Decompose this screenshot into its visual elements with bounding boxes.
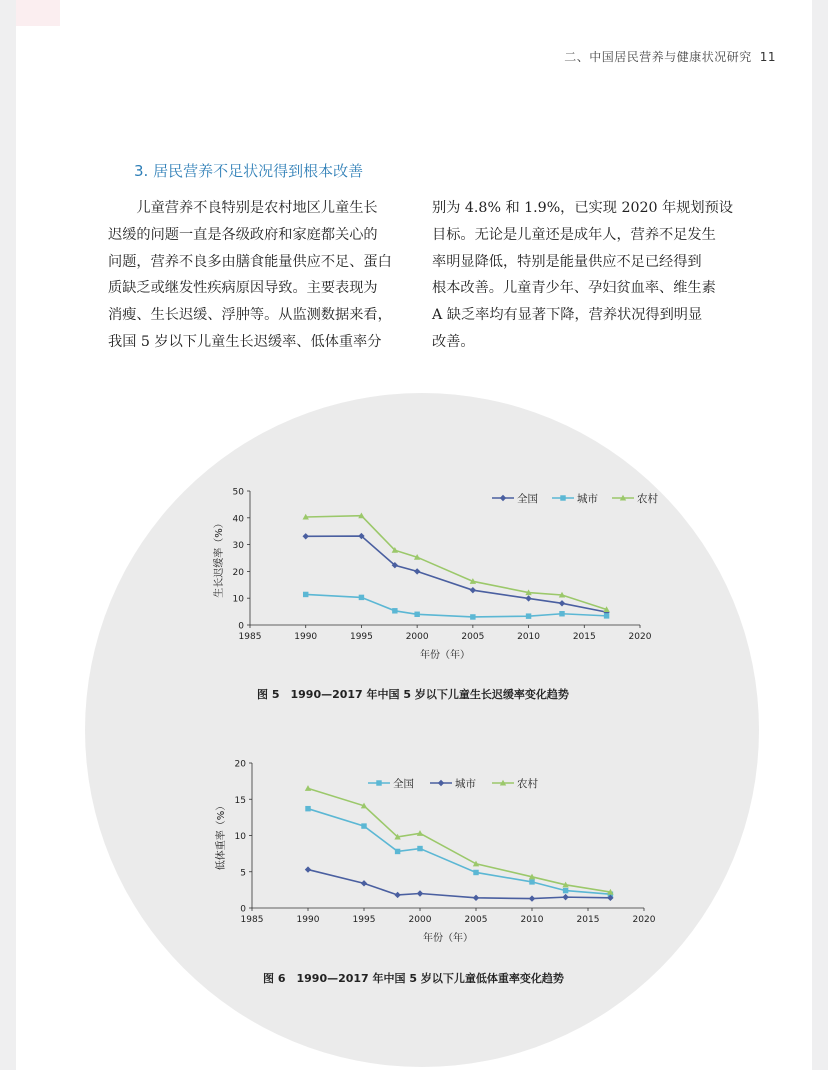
y-tick-label: 10 [232, 594, 244, 605]
data-point [305, 785, 311, 791]
data-point [359, 595, 364, 600]
y-tick-label: 40 [232, 514, 244, 525]
data-point [563, 888, 568, 893]
x-tick-label: 2000 [408, 915, 432, 925]
x-tick-label: 1995 [349, 632, 373, 642]
corner-mark [16, 0, 60, 26]
x-tick-label: 2020 [632, 915, 656, 925]
body-text-line: A 缺乏率均有显著下降，营养状况得到明显 [432, 307, 703, 324]
data-point [438, 780, 444, 786]
data-point [560, 495, 565, 500]
data-point [526, 613, 531, 618]
y-tick-label: 15 [234, 795, 246, 806]
x-tick-label: 2015 [576, 915, 600, 925]
data-point [470, 587, 476, 593]
data-point [395, 849, 400, 854]
body-text-line: 消瘦、生长迟缓、浮肿等。从监测数据来看， [108, 307, 392, 324]
data-point [305, 866, 311, 872]
chart-underweight-rate [186, 752, 666, 952]
legend-label: 全国 [517, 493, 538, 505]
legend-label: 全国 [393, 778, 414, 790]
x-tick-label: 1990 [296, 915, 320, 925]
x-axis-title: 年份（年） [420, 650, 470, 661]
body-text-line: 根本改善。儿童青少年、孕妇贫血率、维生素 [432, 280, 716, 297]
data-point [303, 592, 308, 597]
data-point [559, 600, 565, 606]
legend-label: 城市 [455, 778, 476, 790]
data-point [361, 880, 367, 886]
data-point [500, 495, 506, 501]
x-tick-label: 2005 [461, 632, 485, 642]
data-point [394, 892, 400, 898]
body-column-right [432, 195, 736, 356]
data-point [473, 895, 479, 901]
data-point [303, 533, 309, 539]
body-text-line: 儿童营养不良特别是农村地区儿童生长 [136, 200, 378, 216]
figure-5-caption: 图 5 1990—2017 年中国 5 岁以下儿童生长迟缓率变化趋势 [257, 688, 569, 701]
running-header [564, 48, 776, 65]
data-point [417, 890, 423, 896]
y-tick-label: 10 [234, 832, 246, 842]
data-point [473, 870, 478, 875]
section-heading: 3. 居民营养不足状况得到根本改善 [134, 162, 364, 180]
y-tick-label: 0 [238, 621, 244, 632]
data-point [529, 879, 534, 884]
data-point [604, 613, 609, 618]
legend-label: 农村 [517, 778, 538, 790]
body-column-left [108, 195, 413, 356]
y-tick-label: 20 [232, 567, 244, 578]
y-tick-label: 5 [240, 868, 246, 879]
x-tick-label: 2020 [628, 632, 652, 642]
series-2 [305, 866, 614, 901]
body-text-line: 问题，营养不良多由膳食能量供应不足、蛋白 [108, 253, 392, 270]
series-3 [305, 785, 614, 894]
x-tick-label: 1995 [352, 915, 376, 925]
data-point [414, 568, 420, 574]
x-tick-label: 2000 [405, 632, 429, 642]
y-tick-label: 20 [234, 759, 246, 770]
series-line [308, 788, 610, 892]
x-axis-title: 年份（年） [423, 933, 473, 944]
data-point [529, 895, 535, 901]
y-tick-label: 50 [232, 487, 244, 498]
page-number: 11 [759, 50, 776, 64]
x-tick-label: 2015 [572, 632, 596, 642]
x-tick-label: 1990 [294, 632, 318, 642]
legend-item [492, 777, 538, 790]
legend-label: 城市 [577, 493, 598, 505]
legend-label: 农村 [637, 493, 658, 505]
y-tick-label: 30 [232, 541, 244, 552]
y-axis-title: 低体重率（%） [216, 800, 227, 871]
series-1 [305, 806, 613, 897]
body-text-line: 率明显降低，特别是能量供应不足已经得到 [432, 253, 702, 270]
legend-item [430, 777, 476, 790]
y-axis-title: 生长迟缓率（%） [214, 518, 225, 598]
chart-stunting-rate [186, 478, 666, 668]
body-text-line: 改善。 [432, 333, 475, 350]
body-text-line: 目标。无论是儿童还是成年人，营养不足发生 [432, 226, 716, 243]
data-point [417, 846, 422, 851]
data-point [562, 894, 568, 900]
legend-item [368, 777, 414, 790]
data-point [305, 806, 310, 811]
x-tick-label: 2010 [520, 915, 544, 925]
figure-6-caption: 图 6 1990—2017 年中国 5 岁以下儿童低体重率变化趋势 [263, 972, 564, 985]
document-page [16, 0, 812, 1070]
data-point [525, 595, 531, 601]
data-point [470, 614, 475, 619]
x-tick-label: 2010 [517, 632, 541, 642]
x-tick-label: 2005 [464, 915, 488, 925]
body-text-line: 迟缓的问题一直是各级政府和家庭都关心的 [108, 226, 378, 243]
data-point [414, 612, 419, 617]
y-tick-label: 0 [240, 904, 246, 915]
data-point [559, 611, 564, 616]
body-text-line: 我国 5 岁以下儿童生长迟缓率、低体重率分 [108, 333, 382, 350]
legend-item [612, 492, 658, 505]
legend-item [552, 492, 598, 505]
body-text-line: 质缺乏或继发性疾病原因导致。主要表现为 [108, 280, 378, 297]
data-point [361, 823, 366, 828]
x-tick-label: 1985 [240, 915, 264, 925]
legend-item [492, 492, 538, 505]
data-point [392, 608, 397, 613]
header-title: 二、中国居民营养与健康状况研究 [564, 50, 752, 64]
data-point [376, 780, 381, 785]
body-text-line: 别为 4.8% 和 1.9%，已实现 2020 年规划预设 [432, 200, 733, 216]
x-tick-label: 1985 [238, 632, 262, 642]
